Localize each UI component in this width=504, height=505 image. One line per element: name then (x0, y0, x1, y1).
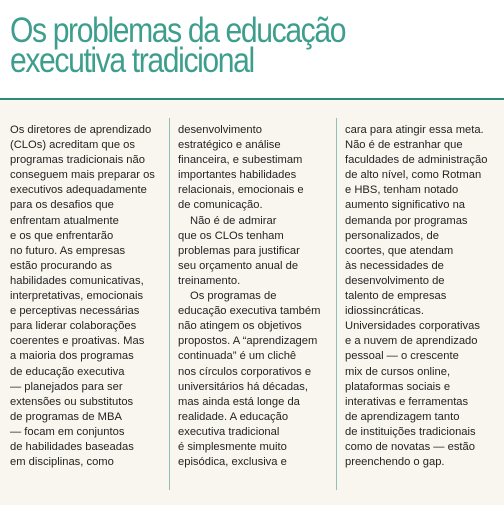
text-line: nos círculos corporativos e (178, 365, 312, 378)
text-line: de aprendizagem tanto (345, 410, 460, 423)
text-line: de educação executiva (10, 365, 125, 378)
text-line: — focam em conjuntos (10, 425, 125, 438)
text-line: é simplesmente muito (178, 440, 287, 453)
text-line: personalizados, de (345, 229, 439, 242)
text-line: cara para atingir essa meta. (345, 124, 484, 136)
text-line: e a nuvem de aprendizado (345, 335, 478, 348)
text-column-3 (345, 123, 495, 470)
text-line: extensões ou substitutos (10, 395, 134, 408)
text-line: de instituições tradicionais (345, 425, 476, 438)
text-line: Os diretores de aprendizado (10, 124, 152, 136)
text-line: em disciplinas, como (10, 456, 114, 469)
text-line: desenvolvimento (178, 124, 262, 136)
paragraph (178, 289, 328, 470)
text-line: treinamento. (178, 274, 241, 287)
text-line: continuada” é um clichê (178, 350, 297, 363)
text-line: de comunicação. (178, 199, 263, 212)
text-line: Não é de estranhar que (345, 139, 463, 152)
text-line: preenchendo o gap. (345, 456, 445, 469)
title-line-2: executiva tradicional (10, 41, 254, 80)
text-line: faculdades de administração (345, 154, 488, 167)
text-line: desenvolvimento de (345, 274, 445, 287)
text-column-2 (178, 123, 328, 470)
text-line: como de novatas — estão (345, 440, 475, 453)
text-line: estão procurando as (10, 259, 112, 272)
text-line: episódica, exclusiva e (178, 456, 287, 469)
text-line: — planejados para ser (10, 380, 123, 393)
text-line: pessoal — o crescente (345, 350, 459, 363)
text-line: idiossincráticas. (345, 305, 424, 318)
text-line: talento de empresas (345, 290, 447, 303)
article-title-block (10, 11, 500, 80)
text-line: relacionais, emocionais e (178, 184, 304, 197)
column-divider (336, 118, 337, 490)
text-line: universitários há décadas, (178, 380, 308, 393)
text-line: realidade. A educação (178, 410, 289, 423)
text-line: executivos adequadamente (10, 184, 147, 197)
text-line: coerentes e proativas. Mas (10, 335, 145, 348)
text-line: a maioria dos programas (10, 350, 134, 363)
text-line: propostos. A “aprendizagem (178, 335, 318, 348)
text-line: às necessidades de (345, 259, 444, 272)
text-line: importantes habilidades (178, 169, 297, 182)
article-body-panel (0, 98, 504, 505)
text-line: interativas e ferramentas (345, 395, 469, 408)
text-line: Os programas de (190, 290, 277, 303)
text-line: (CLOs) acreditam que os (10, 139, 135, 152)
text-line: conseguem mais preparar os (10, 169, 155, 182)
text-line: Não é de admirar (190, 214, 277, 227)
text-line: educação executiva também (178, 305, 321, 318)
text-line: coortes, que atendam (345, 244, 454, 257)
paragraph (345, 123, 495, 470)
paragraph (178, 214, 328, 289)
text-line: seu orçamento anual de (178, 259, 299, 272)
text-line: não atingem os objetivos (178, 320, 302, 333)
text-line: de programas de MBA (10, 410, 122, 423)
text-line: interpretativas, emocionais (10, 290, 144, 303)
column-divider (169, 118, 170, 490)
paragraph (178, 123, 328, 214)
text-line: de habilidades baseadas (10, 440, 134, 453)
top-rule (0, 98, 504, 100)
article-title (10, 11, 431, 80)
text-line: mix de cursos online, (345, 365, 451, 378)
text-line: financeira, e subestimam (178, 154, 303, 167)
text-line: programas tradicionais não (10, 154, 145, 167)
text-line: no futuro. As empresas (10, 244, 126, 257)
text-line: problemas para justificar (178, 244, 300, 257)
text-line: que os CLOs tenham (178, 229, 284, 242)
text-line: de alto nível, como Rotman (345, 169, 482, 182)
text-line: para os desafios que (10, 199, 114, 212)
text-line: e HBS, tenham notado (345, 184, 459, 197)
text-line: executiva tradicional (178, 425, 280, 438)
text-line: plataformas sociais e (345, 380, 451, 393)
text-line: Universidades corporativas (345, 320, 480, 333)
text-line: e os que enfrentarão (10, 229, 114, 242)
title-line-1: Os problemas da educação (10, 11, 346, 50)
text-line: para liderar colaborações (10, 320, 137, 333)
text-line: demanda por programas (345, 214, 468, 227)
text-line: enfrentam atualmente (10, 214, 119, 227)
text-line: mas ainda está longe da (178, 395, 300, 408)
text-line: habilidades comunicativas, (10, 274, 144, 287)
text-line: estratégico e análise (178, 139, 281, 152)
text-column-1 (10, 123, 160, 470)
text-line: e perceptivas necessárias (10, 305, 140, 318)
text-line: aumento significativo na (345, 199, 466, 212)
paragraph (10, 123, 160, 470)
